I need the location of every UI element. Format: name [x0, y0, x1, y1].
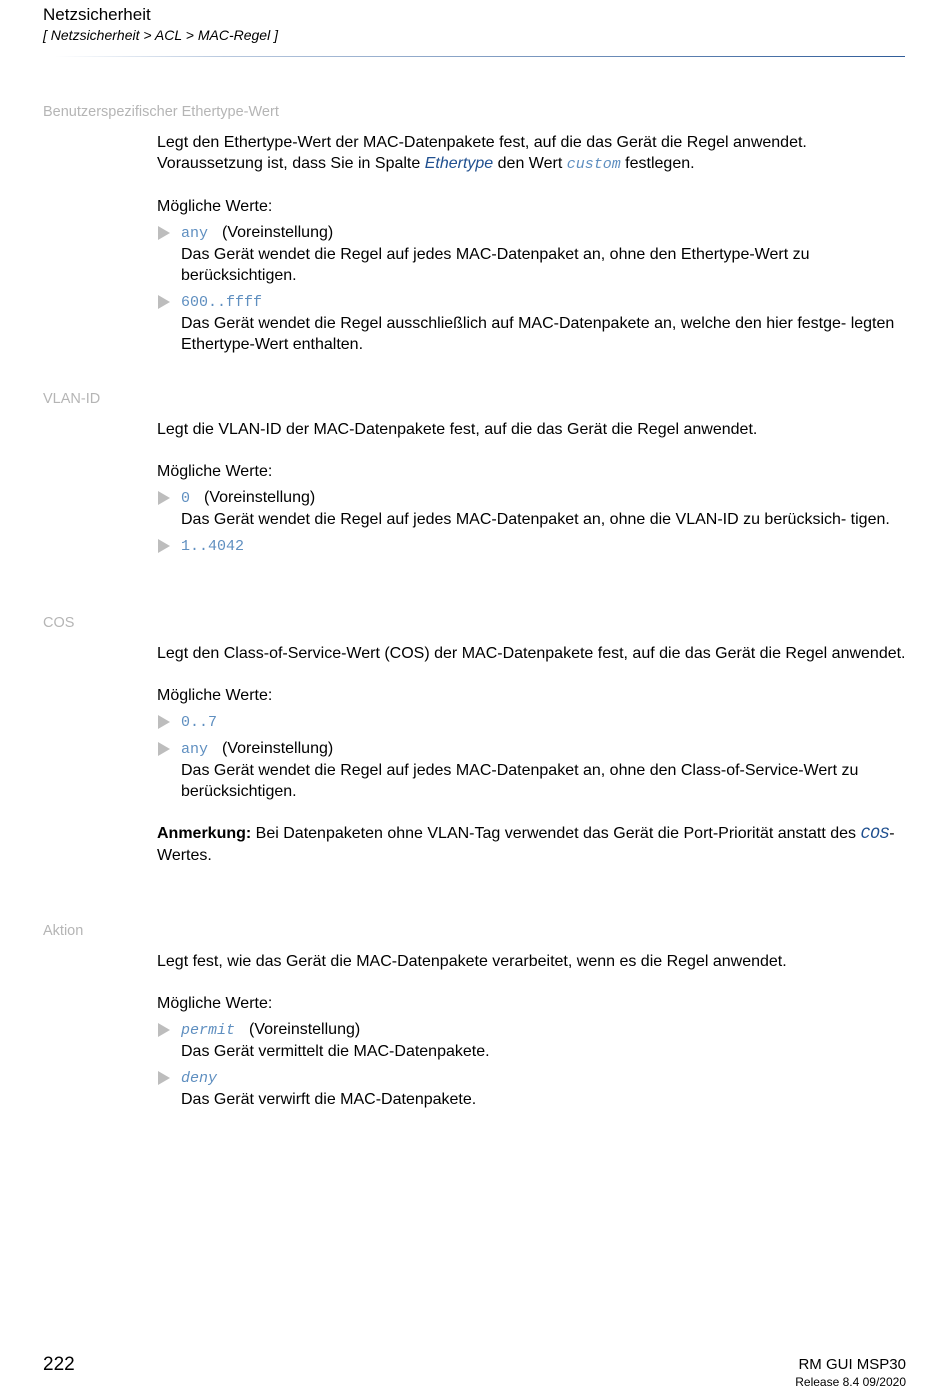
description-text: festlegen. [620, 155, 695, 172]
section-body [157, 643, 907, 866]
list-item [157, 1067, 907, 1110]
possible-values-label: Mögliche Werte: [157, 687, 273, 704]
value-description: Das Gerät wendet die Regel auf jedes MAC-Datenpaket an, ohne die VLAN-ID zu berücksich- tigen. [181, 511, 890, 528]
value-note: (Voreinstellung) [222, 224, 334, 241]
section-label: Benutzerspezifischer Ethertype-Wert [43, 104, 279, 120]
section-label: Aktion [43, 923, 84, 939]
value-code: 0..7 [181, 714, 218, 731]
note-paragraph [157, 823, 907, 866]
note-label: Anmerkung: [157, 825, 252, 842]
value-code: 600..ffff [181, 294, 263, 311]
list-item [157, 291, 907, 355]
possible-values-label: Mögliche Werte: [157, 198, 273, 215]
footer-document-info [795, 1356, 906, 1390]
breadcrumb: [ Netzsicherheit > ACL > MAC-Regel ] [43, 27, 278, 43]
release-info: Release 8.4 09/2020 [795, 1375, 906, 1389]
section-body [157, 419, 907, 557]
list-item [157, 1019, 907, 1062]
possible-values-label: Mögliche Werte: [157, 995, 273, 1012]
triangle-bullet-icon [158, 742, 170, 756]
page-number: 222 [43, 1354, 75, 1375]
description-text: Voraussetzung ist, dass Sie in Spalte [157, 155, 425, 172]
description [157, 132, 907, 175]
section-body [157, 951, 907, 1110]
document-name: RM GUI MSP30 [798, 1356, 906, 1373]
value-code: any [181, 741, 209, 758]
column-reference: COS [860, 825, 890, 843]
list-item [157, 711, 907, 733]
section-body [157, 132, 907, 355]
description: Legt fest, wie das Gerät die MAC-Datenpakete verarbeitet, wenn es die Regel anwendet. [157, 953, 787, 970]
note-text: Bei Datenpaketen ohne VLAN-Tag verwendet das Gerät die Port-Priorität anstatt des [251, 825, 861, 842]
value-code: deny [181, 1070, 218, 1087]
description: Legt die VLAN-ID der MAC-Datenpakete fest, auf die das Gerät die Regel anwendet. [157, 421, 758, 438]
triangle-bullet-icon [158, 539, 170, 553]
list-item [157, 222, 907, 286]
description-text: den Wert [493, 155, 567, 172]
list-item [157, 535, 907, 557]
section-label: COS [43, 615, 75, 631]
value-note: (Voreinstellung) [222, 740, 334, 757]
note-text: -Wertes. [157, 825, 895, 864]
list-item [157, 487, 907, 530]
value-code: 0 [181, 490, 191, 507]
triangle-bullet-icon [158, 491, 170, 505]
description-line: Legt den Ethertype-Wert der MAC-Datenpakete fest, auf die das Gerät die Regel anwendet. [157, 134, 807, 151]
page-title: Netzsicherheit [43, 5, 151, 24]
section-label: VLAN-ID [43, 391, 101, 407]
value-code: 1..4042 [181, 538, 245, 555]
triangle-bullet-icon [158, 295, 170, 309]
value-description: Das Gerät wendet die Regel ausschließlich auf MAC-Datenpakete an, welche den hier festge- legten Ethertype-Wert enthalten. [181, 315, 895, 353]
triangle-bullet-icon [158, 1023, 170, 1037]
value-description: Das Gerät vermittelt die MAC-Datenpakete. [181, 1043, 490, 1060]
value-description: Das Gerät verwirft die MAC-Datenpakete. [181, 1091, 477, 1108]
value-note: (Voreinstellung) [249, 1021, 361, 1038]
value-code: custom [566, 156, 621, 173]
value-code: any [181, 225, 209, 242]
description: Legt den Class-of-Service-Wert (COS) der MAC-Datenpakete fest, auf die das Gerät die Regel anwendet. [157, 645, 906, 662]
header-divider [55, 56, 905, 57]
value-description: Das Gerät wendet die Regel auf jedes MAC-Datenpaket an, ohne den Class-of-Service-Wert zu berücksichtigen. [181, 762, 859, 800]
value-description: Das Gerät wendet die Regel auf jedes MAC-Datenpaket an, ohne den Ethertype-Wert zu berücksichtigen. [181, 246, 810, 284]
column-reference: Ethertype [424, 155, 494, 172]
value-note: (Voreinstellung) [204, 489, 316, 506]
triangle-bullet-icon [158, 1071, 170, 1085]
triangle-bullet-icon [158, 226, 170, 240]
list-item [157, 738, 907, 802]
page-header [43, 4, 905, 46]
possible-values-label: Mögliche Werte: [157, 463, 273, 480]
value-code: permit [181, 1022, 236, 1039]
triangle-bullet-icon [158, 715, 170, 729]
